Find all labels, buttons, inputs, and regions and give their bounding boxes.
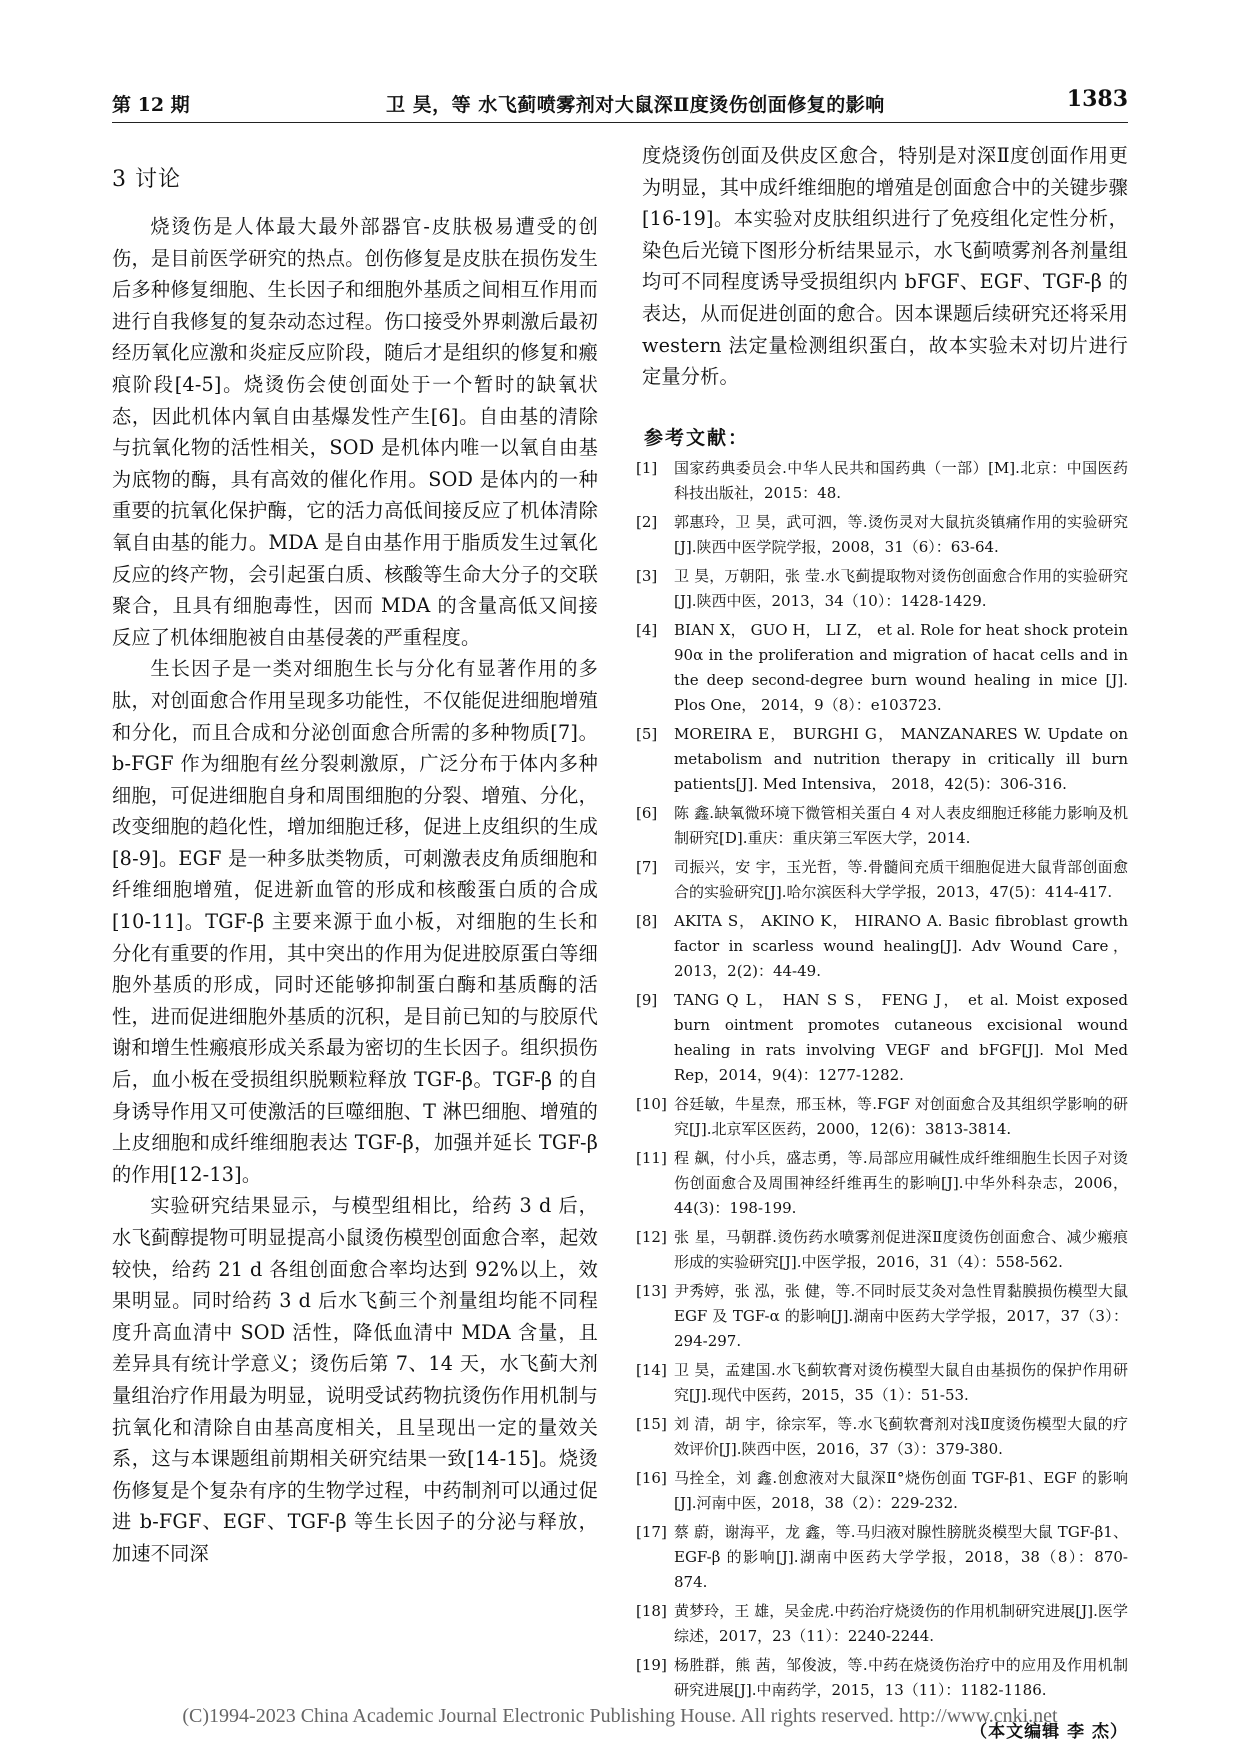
reference-item — [636, 855, 1128, 905]
issue-label: 第 12 期 — [112, 94, 190, 116]
reference-text: 尹秀婷，张 泓，张 健，等.不同时辰艾灸对急性胃黏膜损伤模型大鼠 EGF 及 TGF-α 的影响[J].湖南中医药大学学报，2017，37（3）：294-297. — [674, 1281, 1128, 1350]
reference-text: 卫 昊，孟建国.水飞蓟软膏对烫伤模型大鼠自由基损伤的保护作用研究[J].现代中医药，2015，35（1）：51-53. — [674, 1360, 1128, 1404]
paragraph-2: 生长因子是一类对细胞生长与分化有显著作用的多肽，对创面愈合作用呈现多功能性，不仅能促进细胞增殖和分化，而且合成和分泌创面愈合所需的多种物质[7]。b-FGF 作为细胞有丝分裂刺激原，广泛分布于体内多种细胞，可促进细胞自身和周围细胞的分裂、增殖、分化，改变细胞的趋化性，增加细胞迁移，促进上皮组织的生成[8-9]。EGF 是一种多肽类物质，可刺激表皮角质细胞和纤维细胞增殖，促进新血管的形成和核酸蛋白质的合成[10-11]。TGF-β 主要来源于血小板，对细胞的生长和分化有重要的作用，其中突出的作用为促进胶原蛋白等细胞外基质的形成，同时还能够抑制蛋白酶和基质酶的活性，进而促进细胞外基质的沉积，是目前已知的与胶原代谢和增生性瘢痕形成关系最为密切的生长因子。组织损伤后，血小板在受损组织脱颗粒释放 TGF-β。TGF-β 的自身诱导作用又可使激活的巨噬细胞、T 淋巴细胞、增殖的上皮细胞和成纤维细胞表达 TGF-β，加强并延长 TGF-β 的作用[12-13]。 — [112, 657, 598, 1186]
header-rule — [112, 122, 1128, 123]
reference-item — [636, 1146, 1128, 1221]
reference-item — [636, 1412, 1128, 1462]
reference-text: 郭惠玲，卫 昊，武可泗，等.烫伤灵对大鼠抗炎镇痛作用的实验研究[J].陕西中医学院学报，2008，31（6）：63-64. — [674, 512, 1128, 556]
reference-number: [14] — [636, 1360, 667, 1379]
reference-text: 张 星，马朝群.烫伤药水喷雾剂促进深Ⅱ度烫伤创面愈合、减少瘢痕形成的实验研究[J].中医学报，2016，31（4）：558-562. — [674, 1227, 1128, 1271]
reference-item — [636, 618, 1128, 718]
reference-number: [15] — [636, 1414, 667, 1433]
reference-text: AKITA S， AKINO K， HIRANO A. Basic fibroblast growth factor in scarless wound healing[J]. Adv Wound Care，2013，2(2)：44-49. — [674, 911, 1128, 980]
reference-text: 程 飙，付小兵，盛志勇，等.局部应用碱性成纤维细胞生长因子对烫伤创面愈合及周围神经纤维再生的影响[J].中华外科杂志，2006，44(3)：198-199. — [674, 1148, 1128, 1217]
running-title: 卫 昊，等 水飞蓟喷雾剂对大鼠深Ⅱ度烫伤创面修复的影响 — [386, 94, 885, 116]
reference-item — [636, 801, 1128, 851]
reference-number: [19] — [636, 1655, 667, 1674]
reference-number: [4] — [636, 620, 658, 639]
reference-text: 杨胜群，熊 茜，邹俊波，等.中药在烧烫伤治疗中的应用及作用机制研究进展[J].中南药学，2015，13（11）：1182-1186. — [674, 1655, 1128, 1699]
page-number: 1383 — [1066, 86, 1128, 112]
reference-number: [12] — [636, 1227, 667, 1246]
reference-item — [636, 1358, 1128, 1408]
references-title: 参考文献： — [644, 426, 750, 449]
editor-note: （本文编辑 李 杰） — [970, 1721, 1128, 1742]
reference-item — [636, 722, 1128, 797]
reference-number: [2] — [636, 512, 658, 531]
reference-item — [636, 1279, 1128, 1354]
paragraph-3: 实验研究结果显示，与模型组相比，给药 3 d 后，水飞蓟醇提物可明显提高小鼠烫伤模型创面愈合率，起效较快，给药 21 d 各组创面愈合率均达到 92%以上，效果明显。同时给药 3 d 后水飞蓟三个剂量组均能不同程度升高血清中 SOD 活性，降低血清中 MDA 含量，且差异具有统计学意义；烫伤后第 7、14 天，水飞蓟大剂量组治疗作用最为明显，说明受试药物抗烫伤作用机制与抗氧化和清除自由基高度相关，且呈现出一定的量效关系，这与本课题组前期相关研究结果一致[14-15]。烧烫伤修复是个复杂有序的生物学过程，中药制剂可以通过促进 b-FGF、EGF、TGF-β 等生长因子的分泌与释放，加速不同深 — [112, 1194, 598, 1565]
reference-item — [636, 988, 1128, 1088]
reference-text: 司振兴，安 宇，玉光哲，等.骨髓间充质干细胞促进大鼠背部创面愈合的实验研究[J].哈尔滨医科大学学报，2013，47(5)：414-417. — [674, 857, 1128, 901]
paragraph-continued: 度烧烫伤创面及供皮区愈合，特别是对深Ⅱ度创面作用更为明显，其中成纤维细胞的增殖是创面愈合中的关键步骤[16-19]。本实验对皮肤组织进行了免疫组化定性分析，染色后光镜下图形分析结果显示，水飞蓟喷雾剂各剂量组均可不同程度诱导受损组织内 bFGF、EGF、TGF-β 的表达，从而促进创面的愈合。因本课题后续研究还将采用 western 法定量检测组织蛋白，故本实验未对切片进行定量分析。 — [642, 144, 1128, 389]
reference-item — [636, 909, 1128, 984]
reference-number: [13] — [636, 1281, 667, 1300]
reference-text: 陈 鑫.缺氧微环境下微管相关蛋白 4 对人表皮细胞迁移能力影响及机制研究[D].重庆：重庆第三军医大学，2014. — [674, 803, 1128, 847]
paragraph-1: 烧烫伤是人体最大最外部器官-皮肤极易遭受的创伤，是目前医学研究的热点。创伤修复是皮肤在损伤发生后多种修复细胞、生长因子和细胞外基质之间相互作用而进行自我修复的复杂动态过程。伤口接受外界刺激后最初经历氧化应激和炎症反应阶段，随后才是组织的修复和瘢痕阶段[4-5]。烧烫伤会使创面处于一个暂时的缺氧状态，因此机体内氧自由基爆发性产生[6]。自由基的清除与抗氧化物的活性相关，SOD 是机体内唯一以氧自由基为底物的酶，具有高效的催化作用。SOD 是体内的一种重要的抗氧化保护酶，它的活力高低间接反应了机体清除氧自由基的能力。MDA 是自由基作用于脂质发生过氧化反应的终产物，会引起蛋白质、核酸等生命大分子的交联聚合，且具有细胞毒性，因而 MDA 的含量高低又间接反应了机体细胞被自由基侵袭的严重程度。 — [112, 215, 598, 649]
reference-number: [9] — [636, 990, 658, 1009]
reference-list — [636, 456, 1128, 1703]
reference-text: 马拴全，刘 鑫.创愈液对大鼠深Ⅱ°烧伤创面 TGF-β1、EGF 的影响[J].河南中医，2018，38（2）：229-232. — [674, 1468, 1128, 1512]
reference-number: [16] — [636, 1468, 667, 1487]
copyright-footer: (C)1994-2023 China Academic Journal Electronic Publishing House. All rights reserved. http://www.cnki.net — [182, 1705, 1058, 1727]
reference-item — [636, 564, 1128, 614]
reference-item — [636, 1520, 1128, 1595]
reference-text: 黄梦玲，王 雄，吴金虎.中药治疗烧烫伤的作用机制研究进展[J].医学综述，2017，23（11）：2240-2244. — [674, 1601, 1128, 1645]
left-column — [112, 140, 598, 1570]
reference-number: [11] — [636, 1148, 667, 1167]
running-header — [112, 82, 1128, 118]
reference-text: 国家药典委员会.中华人民共和国药典（一部）[M].北京：中国医药科技出版社，2015：48. — [674, 458, 1128, 502]
reference-item — [636, 510, 1128, 560]
reference-item — [636, 1466, 1128, 1516]
reference-text: MOREIRA E， BURGHI G， MANZANARES W. Update on metabolism and nutrition therapy in critically ill burn patients[J]. Med Intensiva， 2018，42(5)：306-316. — [674, 724, 1128, 793]
reference-number: [1] — [636, 458, 658, 477]
reference-item — [636, 456, 1128, 506]
reference-number: [10] — [636, 1094, 667, 1113]
reference-number: [3] — [636, 566, 658, 585]
reference-item — [636, 1092, 1128, 1142]
reference-number: [18] — [636, 1601, 667, 1620]
reference-text: BIAN X， GUO H， LI Z， et al. Role for heat shock protein 90α in the proliferation and migration of hacat cells and in the deep second-degree burn wound healing in mice [J]. Plos One， 2014，9（8）：e103723. — [674, 620, 1128, 714]
reference-text: 谷廷敏，牛星焘，邢玉林，等.FGF 对创面愈合及其组织学影响的研究[J].北京军区医药，2000，12(6)：3813-3814. — [674, 1094, 1128, 1138]
reference-text: 蔡 蔚，谢海平，龙 鑫，等.马归液对腺性膀胱炎模型大鼠 TGF-β1、EGF-β 的影响[J].湖南中医药大学学报，2018，38（8）：870-874. — [674, 1522, 1128, 1591]
reference-number: [7] — [636, 857, 658, 876]
reference-item — [636, 1653, 1128, 1703]
right-column — [636, 140, 1128, 1742]
reference-number: [8] — [636, 911, 658, 930]
reference-text: TANG Q L， HAN S S， FENG J， et al. Moist exposed burn ointment promotes cutaneous excisional wound healing in rats involving VEGF and bFGF[J]. Mol Med Rep，2014，9(4)：1277-1282. — [674, 990, 1128, 1084]
reference-item — [636, 1599, 1128, 1649]
reference-text: 刘 清，胡 宇，徐宗军，等.水飞蓟软膏剂对浅Ⅱ度烫伤模型大鼠的疗效评价[J].陕西中医，2016，37（3）：379-380. — [674, 1414, 1128, 1458]
section-title: 3 讨论 — [112, 167, 181, 192]
reference-number: [17] — [636, 1522, 667, 1541]
reference-number: [6] — [636, 803, 658, 822]
reference-item — [636, 1225, 1128, 1275]
reference-number: [5] — [636, 724, 658, 743]
reference-text: 卫 昊，万朝阳，张 莹.水飞蓟提取物对烫伤创面愈合作用的实验研究[J].陕西中医，2013，34（10）：1428-1429. — [674, 566, 1128, 610]
